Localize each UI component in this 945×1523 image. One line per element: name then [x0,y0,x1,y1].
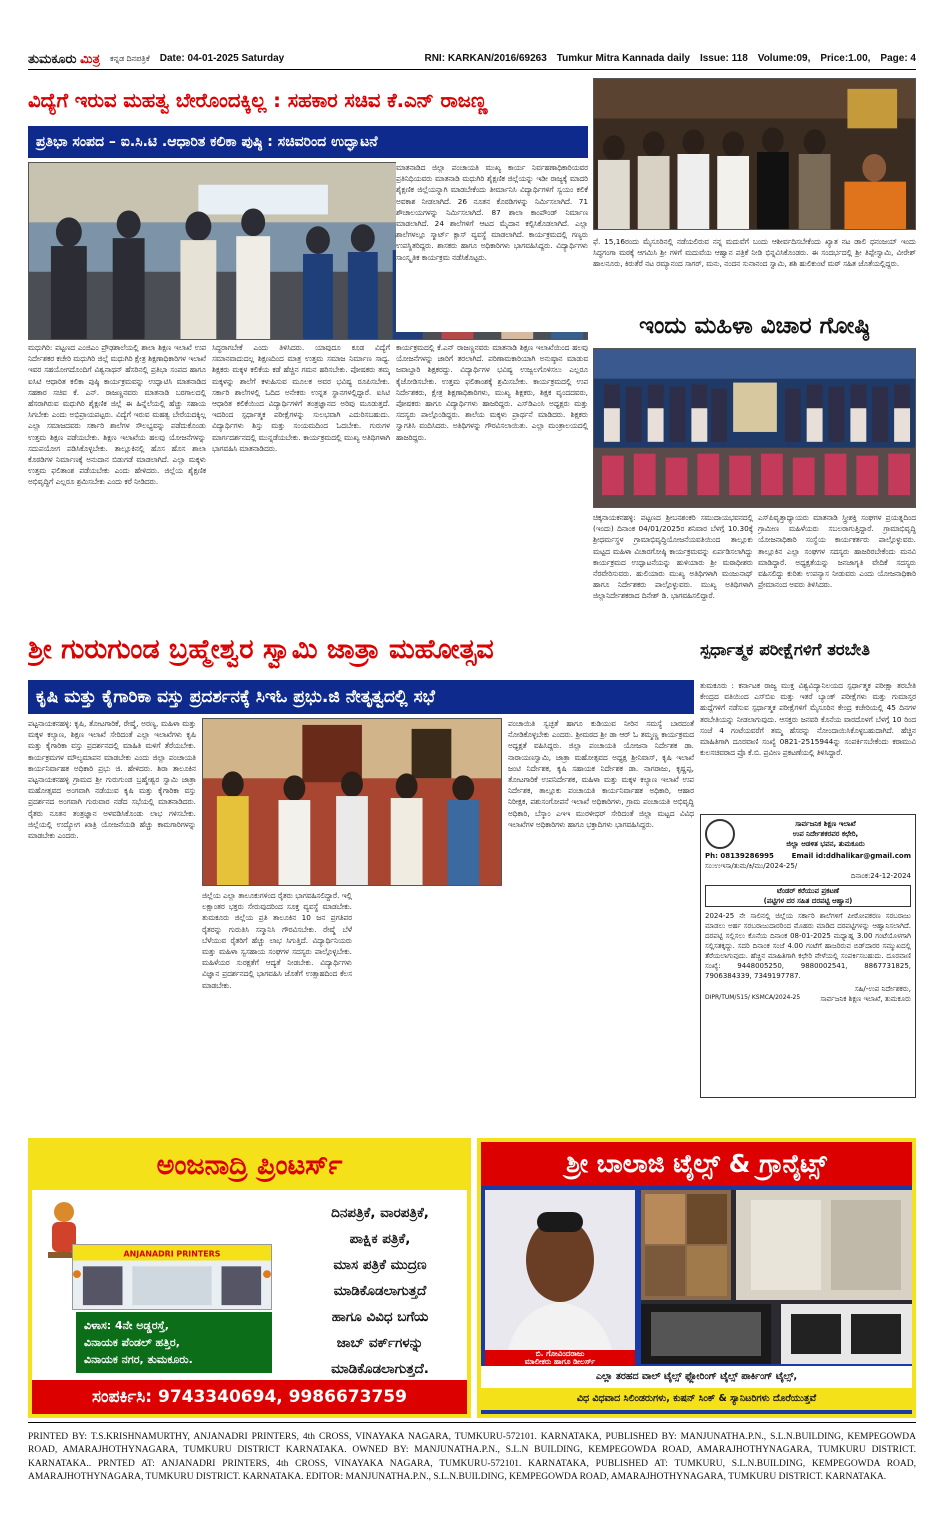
story3-photo [202,718,502,886]
story2-column-2: ಎಸ್‌ಪಿವೃತ್ತಾಧ್ಯಾಯರು ಮಾತನಾಡಿ ಸ್ತ್ರೀಶಕ್ತಿ ಸಂಘಗಳ ಪ್ರಯತ್ನದಿಂದ ಗ್ರಾಮೀಣ ಮಹಿಳೆಯರು ಸಬಲರಾಗುತ್ತಿದ್ದಾರೆ. ಗ್ರಾಮಾಭಿವೃದ್ಧಿ ಯೋಜನಾಧಿಕಾರಿ ಸಂಸ್ಥೆಯ ಕಾರ್ಯಕರ್ತರು ಪಾಲ್ಗೊಳ್ಳುವರು. ತಾಲ್ಲೂಕಿನ ಎಲ್ಲಾ ಸಂಘಗಳ ಸದಸ್ಯರು ಹಾಜರಿರಬೇಕೆಂದು ಮನವಿ ಮಾಡಿದ್ದಾರೆ. ಅಧ್ಯಕ್ಷತೆಯನ್ನು ಜನಜಾಗೃತಿ ವೇದಿಕೆ ಸದಸ್ಯರು ವಹಿಸಲಿದ್ದು ಕುರಿತು ಉಪನ್ಯಾಸ ನೀಡುವರು ಎಂದು ಯೋಜನಾಧಿಕಾರಿ ಪ್ರೇಮಾನಂದ ಅವರು ತಿಳಿಸಿದರು. [758,513,916,590]
notice-body: 2024-25 ನೇ ಸಾಲಿನಲ್ಲಿ ಜಿಲ್ಲೆಯ ಸರ್ಕಾರಿ ಶಾಲೆಗಳಿಗೆ ಪೀಠೋಪಕರಣ ಸರಬರಾಜು ಮಾಡಲು ಅರ್ಹ ಸರಬರಾಜುದಾರರಿಂದ ಮೊಹರು ಮಾಡಿದ ದರಪಟ್ಟಿಗಳನ್ನು ಆಹ್ವಾನಿಸಲಾಗಿದೆ. ದರಪಟ್ಟಿ ಸಲ್ಲಿಸಲು ಕೊನೆಯ ದಿನಾಂಕ 08-01-2025 ಮಧ್ಯಾಹ್ನ 3.00 ಗಂಟೆಯೊಳಗಾಗಿ ಸಲ್ಲಿಸತಕ್ಕದ್ದು. ಸದರಿ ದಿನಾಂಕ ಸಂಜೆ 4.00 ಗಂಟೆಗೆ ಹಾಜರಿರುವ ಬಿಡ್‌ದಾರರ ಸಮ್ಮುಖದಲ್ಲಿ ತೆರೆಯಲಾಗುವುದು. ಹೆಚ್ಚಿನ ಮಾಹಿತಿಗಾಗಿ ಕಛೇರಿ ವೇಳೆಯಲ್ಲಿ ಸಂಪರ್ಕಿಸಬಹುದು. ದೂರವಾಣಿ ಸಂಖ್ಯೆ: 9448005250, 9880002541, 8867731825, 7906384339, 7349197787. [705,912,911,980]
notice-address: ಜಿಲ್ಲಾ ಆಡಳಿತ ಭವನ, ತುಮಕೂರು [786,840,865,848]
tender-notice [700,814,916,1098]
masthead-volume: Volume:09, [757,53,811,64]
notice-title: ಟೆಂಡರ್ ಕರೆಯುವ ಪ್ರಕಟಣೆ [776,887,839,895]
ad1-line: ಪಾಕ್ಷಿಕ ಪತ್ರಿಕೆ, [349,1231,411,1247]
story3-column-3-cont [358,890,502,1098]
ad1-shop-photo [72,1244,272,1310]
story3-headline: ಶ್ರೀ ಗುರುಗುಂಡ ಬ್ರಹ್ಮೇಶ್ವರ ಸ್ವಾಮಿ ಜಾತ್ರಾ ಮಹೋತ್ಸವ [28,634,494,665]
masthead [28,48,916,70]
ad1-line: ಹಾಗೂ ವಿವಿಧ ಬಗೆಯ [331,1309,429,1325]
story1-subhead: ಪ್ರತಿಭಾ ಸಂಪದ – ಐ.ಸಿ.ಟಿ .ಆಧಾರಿತ ಕಲಿಕಾ ಪುಷ್ಠಿ : ಸಚಿವರಿಂದ ಉದ್ಘಾಟನೆ [28,126,588,158]
ad1-services [280,1200,471,1382]
story1-headline: ವಿದ್ಯೆಗೆ ಇರುವ ಮಹತ್ವ ಬೇರೊಂದಕ್ಕಿಲ್ಲ : ಸಹಕಾರ ಸಚಿವ ಕೆ.ಎನ್ ರಾಜಣ್ಣ [28,88,488,112]
notice-date: ದಿನಾಂಕ:24-12-2024 [850,872,911,880]
story1-column-1: ಮಧುಗಿರಿ: ಪಟ್ಟಣದ ಎಂಜಿಎಂ ಪ್ರೌಢಶಾಲೆಯಲ್ಲಿ ಶಾಲಾ ಶಿಕ್ಷಣ ಇಲಾಖೆ ಉಪ ನಿರ್ದೇಶಕರ ಕಚೇರಿ ಮಧುಗಿರಿ ಜಿಲ್ಲೆ ಮಧುಗಿರಿ ಕ್ಷೇತ್ರ ಶಿಕ್ಷಣಾಧಿಕಾರಿಗಳ ಇಲಾಖೆ ಇವರ ಸಹಯೋಗದೊಂದಿಗೆ ವಿಶ್ವನಾಥನ್ ಹೆಸರಿನಲ್ಲಿ ಪ್ರತಿಭಾ ಸಂಪದ ಹಾಗೂ ಐಸಿಟಿ ಆಧಾರಿತ ಕಲಿಕಾ ಪುಷ್ಠಿ ಕಾರ್ಯಕ್ರಮವನ್ನು ಉದ್ಘಾಟಿಸಿ ಮಾತನಾಡಿದ ಸಹಕಾರ ಸಚಿವ ಕೆ. ಎನ್. ರಾಜಣ್ಣನವರು ಮಾತನಾಡಿ ಬರಗಾಲದಲ್ಲಿ ಹೆಸರಾಗಿರುವ ಮಧುಗಿರಿ ಶೈಕ್ಷಣಿಕ ಜಿಲ್ಲೆ ಈ ಹಿನ್ನೆಲೆಯಲ್ಲಿ ಹೆಚ್ಚು ಸಹಾಯ ಸಿಗಬೇಕು ಎಂದು ಅಭಿಪ್ರಾಯಪಟ್ಟರು. ವಿದ್ಯೆಗೆ ಇರುವ ಮಹತ್ವ ಬೇರೆಯದಕ್ಕಿಲ್ಲ ಎಲ್ಲಾ ಸಮಾಜದವರು ಸರ್ಕಾರಿ ಶಾಲೆಗಳ ಸೌಲಭ್ಯವನ್ನು ಪಡೆದುಕೊಂಡು ಉತ್ತಮ ಶಿಕ್ಷಣ ಪಡೆಯಬೇಕು. ಶಿಕ್ಷಣ ಇಲಾಖೆಯ ಹಲವು ಯೋಜನೆಗಳನ್ನು ಸದುಪಯೋಗ ಪಡಿಸಿಕೊಳ್ಳಬೇಕು. ತಾಲ್ಲೂಕಿನಲ್ಲಿ ಹೊಸ ಹೊಸ ಶಾಲಾ ಕೊಠಡಿಗಳ ನಿರ್ಮಾಣಕ್ಕೆ ಅನುದಾನ ಬಿಡುಗಡೆ ಮಾಡಲಾಗಿದೆ. ಎಲ್ಲಾ ಮಕ್ಕಳು ಉತ್ತಮ ಫಲಿತಾಂಶ ಪಡೆಯಬೇಕು ಎಂದು ಹೇಳಿದರು. ಜಿಲ್ಲೆಯ ಶೈಕ್ಷಣಿಕ ಅಭಿವೃದ್ಧಿಗೆ ಎಲ್ಲರೂ ಶ್ರಮಿಸಬೇಕು ಎಂದು ಕರೆ ನೀಡಿದರು. [28,343,206,487]
ad1-address-line: ವಿನಾಯಕ ನಗರ, ತುಮಕೂರು. [84,1353,193,1366]
ad1-line: ದಿನಪತ್ರಿಕೆ, ವಾರಪತ್ರಿಕೆ, [331,1205,429,1221]
ad2-person-label [485,1350,635,1366]
notice-sign: ಸಹಿ/-ಉಪ ನಿರ್ದೇಶಕರು, [854,985,911,993]
notice-sign2: ಸಾರ್ವಜನಿಕ ಶಿಕ್ಷಣ ಇಲಾಖೆ, ತುಮಕೂರು [820,995,911,1003]
ad2-title: ಶ್ರೀ ಬಾಲಾಜಿ ಟೈಲ್ಸ್ & ಗ್ರಾನೈಟ್ಸ್ [481,1142,912,1186]
notice-office: ಉಪ ನಿರ್ದೇಶಕರವರ ಕಛೇರಿ, [792,830,859,838]
notice-ref: ಸಂ:ಉಇಸಾ/ತುಮ/ಕಿ/ಮು/2024-25/ [705,862,798,870]
story1-column-3: ಮಾತನಾಡಿದ ಜಿಲ್ಲಾ ಪಂಚಾಯತಿ ಮುಖ್ಯ ಕಾರ್ಯ ನಿರ್ವಹಣಾಧಿಕಾರಿಯವರ ಪ್ರತಿನಿಧಿಯವರು ಮಾತನಾಡಿ ಮಧುಗಿರಿ ಶೈಕ್ಷಣಿಕ ಜಿಲ್ಲೆಯನ್ನು ಇಡೀ ರಾಜ್ಯಕ್ಕೆ ಮಾದರಿ ಶೈಕ್ಷಣಿಕ ಜಿಲ್ಲೆಯನ್ನಾಗಿ ಮಾಡಬೇಕೆಂದು ತೀರ್ಮಾನಿಸಿ ವಿದ್ಯಾರ್ಥಿಗಳಿಗೆ ಸ್ವಯಂ ಕಲಿಕೆ ಅವಕಾಶ ನೀಡಲಾಗಿದೆ. 26 ನೂತನ ಕೊಠಡಿಗಳನ್ನು ನಿರ್ಮಿಸಲಾಗಿದೆ. 71 ಶೌಚಾಲಯಗಳನ್ನು ನಿರ್ಮಿಸಲಾಗಿದೆ. 87 ಶಾಲಾ ಕಾಂಪೌಂಡ್ ನಿರ್ಮಾಣ ಮಾಡಲಾಗಿದೆ. 24 ಶಾಲೆಗಳಿಗೆ ಆಟದ ಮೈದಾನ ಕಲ್ಪಿಸಿಕೊಡಲಾಗಿದೆ. ಎಲ್ಲಾ ಶಾಲೆಗಳಲ್ಲೂ ಸ್ಮಾರ್ಟ್ ಕ್ಲಾಸ್ ವ್ಯವಸ್ಥೆ ಮಾಡಲಾಗಿದೆ. ಕಾರ್ಯಕ್ರಮದಲ್ಲಿ ಗಣ್ಯರು ಉಪಸ್ಥಿತರಿದ್ದರು. ಶಾಸಕರು ಹಾಗೂ ಅಧಿಕಾರಿಗಳು ಭಾಗವಹಿಸಿದ್ದರು. ವಿದ್ಯಾರ್ಥಿಗಳು ಸಾಂಸ್ಕೃತಿಕ ಕಾರ್ಯಕ್ರಮ ನಡೆಸಿಕೊಟ್ಟರು. [396,162,588,332]
ad-anjanadri-printers [28,1138,471,1418]
ad2-person-photo [485,1190,635,1362]
notice-dept: ಸಾರ್ವಜನಿಕ ಶಿಕ್ಷಣ ಇಲಾಖೆ [795,820,856,828]
masthead-paper-name: Tumkur Mitra Kannada daily [556,53,690,64]
story2-photo [593,348,916,508]
emblem-icon [705,819,735,849]
ad1-shop-sign: ANJANADRI PRINTERS [123,1249,221,1259]
ad2-products-line2: ವಿಧ ವಿಧವಾದ ಸಿಲಿಂಡರುಗಳು, ಕುಷನ್ ಸಿಂಕ್ & ಸ್ಯಾನಿಟರಿಗಳು ದೊರೆಯುತ್ತವೆ [481,1388,912,1410]
ad1-line: ಮಾಡಿಕೊಡಲಾಗುತ್ತದೆ. [331,1361,429,1377]
notice-phone: Ph: 08139286995 [705,852,774,860]
ad2-person-role: ಮಾಲೀಕರು ಹಾಗೂ ಡೀಲರ್ಸ್ [524,1357,596,1366]
ad1-address-line: ವಿನಾಯಕ ಪೆಂಡಲ್ ಹತ್ತಿರ, [84,1336,180,1349]
masthead-issue: Issue: 118 [699,53,748,64]
ad2-tiles-photo [641,1190,912,1364]
story3-subhead: ಕೃಷಿ ಮತ್ತು ಕೈಗಾರಿಕಾ ವಸ್ತು ಪ್ರದರ್ಶನಕ್ಕೆ ಸಿಇಓ ಪ್ರಭು.ಜಿ ನೇತೃತ್ವದಲ್ಲಿ ಸಭೆ [28,680,694,714]
ad2-products-line1: ಎಲ್ಲಾ ತರಹದ ವಾಲ್ ಟೈಲ್ಸ್ ಫ್ಲೋರಿಂಗ್ ಟೈಲ್ಸ್ ಪಾರ್ಕಿಂಗ್ ಟೈಲ್ಸ್, [481,1366,912,1388]
masthead-subtitle: ಕನ್ನಡ ದಿನಪತ್ರಿಕೆ [110,53,150,63]
newspaper-logo: ತುಮಕೂರು ಮಿತ್ರ [28,50,101,66]
ad1-title: ಅಂಜನಾದ್ರಿ ಪ್ರಿಂಟರ್ಸ್ [32,1142,467,1190]
visit-photo [593,78,916,230]
story2-headline: ಇಂದು ಮಹಿಳಾ ವಿಚಾರ ಗೋಷ್ಠಿ [639,313,870,339]
notice-title-box [705,885,911,907]
notice-dipr: DIPR/TUM/515/ KSMCA/2024-25 [705,994,801,1001]
ad1-address-line: ವಿಳಾಸ: 4ನೇ ಅಡ್ಡರಸ್ತೆ, [84,1319,169,1332]
story2-column-1: ಚಿಕ್ಕನಾಯಕನಹಳ್ಳಿ: ಪಟ್ಟಣದ ಶ್ರೀಬನಶಂಕರಿ ಸಮುದಾಯಭವನದಲ್ಲಿ (ಇಂದು) ದಿನಾಂಕ 04/01/2025ರ ಶನಿವಾರ ಬೆಳಗ್ಗೆ 10.30ಕ್ಕೆ ಶ್ರೀಧರ್ಮಸ್ಥಳ ಗ್ರಾಮಾಭಿವೃದ್ಧಿಯೋಜನೆಯವತಿಯಿಂದ ತಾಲ್ಲೂಕು ಮಟ್ಟದ ಮಹಿಳಾ ವಿಚಾರಗೋಷ್ಠಿ ಕಾರ್ಯಕ್ರಮವನ್ನು ಏರ್ಪಡಿಸಲಾಗಿದ್ದು ಕಾರ್ಯಕ್ರಮದ ಉದ್ಘಾಟನೆಯನ್ನು ಹುಳಿಯಾರು ಶ್ರೀ ಮಠಾಧೀಶರು ನೆರವೇರಿಸುವರು. ಹುಲಿಯಾರು ಮುಖ್ಯ ಅತಿಥಿಗಳಾಗಿ ಮಂಜುನಾಥ್ ಹಾಗೂ ನಿರ್ದೇಶಕರು ಪಾಲ್ಗೊಳ್ಳುವರು. ಮುಖ್ಯ ಅತಿಥಿಗಳಾಗಿ ಜಿಲ್ಲಾನಿರ್ದೇಶಕರಾದ ದಿನೇಶ್ ಡಿ. ಭಾಗವಹಿಸಲಿದ್ದಾರೆ. [593,513,753,601]
story3-column-1: ಪಟ್ಟನಾಯಕನಹಳ್ಳಿ: ಕೃಷಿ, ತೋಟಗಾರಿಕೆ, ರೇಷ್ಮೆ, ಅರಣ್ಯ, ಮಹಿಳಾ ಮತ್ತು ಮಕ್ಕಳ ಕಲ್ಯಾಣ, ಶಿಕ್ಷಣ ಇಲಾಖೆ ಸೇರಿದಂತೆ ಎಲ್ಲಾ ಇಲಾಖೆಗಳು ಕೃಷಿ ಮತ್ತು ಕೈಗಾರಿಕಾ ವಸ್ತು ಪ್ರದರ್ಶನದಲ್ಲಿ ಮಾಹಿತಿ ಮಳಿಗೆ ತೆರೆಯಬೇಕು. ಕಾರ್ಯಕ್ರಮಗಳ ಮೌಲ್ಯಮಾಪನ ಮಾಡಬೇಕು ಎಂದು ಜಿಲ್ಲಾ ಪಂಚಾಯತಿ ಕಾರ್ಯನಿರ್ವಾಹಕ ಅಧಿಕಾರಿ ಪ್ರಭು ಜಿ. ಹೇಳಿದರು. ಶಿರಾ ತಾಲೂಕಿನ ಪಟ್ಟನಾಯಕನಹಳ್ಳಿ ಗ್ರಾಮದ ಶ್ರೀ ಗುರುಗುಂಡ ಬ್ರಹ್ಮೇಶ್ವರ ಸ್ವಾಮಿ ಜಾತ್ರಾ ಮಹೋತ್ಸವದ ಅಂಗವಾಗಿ ನಡೆಯುವ ಕೃಷಿ ಮತ್ತು ಕೈಗಾರಿಕಾ ವಸ್ತು ಪ್ರದರ್ಶನದ ಅಂಗವಾಗಿ ಗುರುವಾರ ನಡೆದ ಸಭೆಯಲ್ಲಿ ಮಾತನಾಡಿದರು. ರೈತರು ನೂತನ ತಂತ್ರಜ್ಞಾನ ಅಳವಡಿಸಿಕೊಂಡು ಲಾಭ ಗಳಿಸಬೇಕು. ಜಿಲ್ಲೆಯಲ್ಲಿ ಉದ್ಯೋಗ ಖಾತ್ರಿ ಯೋಜನೆಯಡಿ ಹೆಚ್ಚು ಕಾಮಗಾರಿಗಳನ್ನು ಮಾಡಬೇಕು ಎಂದರು. [28,719,196,841]
story4-headline: ಸ್ಪರ್ಧಾತ್ಮಕ ಪರೀಕ್ಷೆಗಳಿಗೆ ತರಬೇತಿ [700,640,871,659]
notice-subtitle: (ಪಟ್ಟಿಗಳ ದರ ಸಹಿತ ದರಪಟ್ಟಿ ಆಹ್ವಾನ) [763,897,853,905]
story1-column-2: ಸಿದ್ಧರಾಗಬೇಕೆ ಎಂದು ತಿಳಿಸಿದರು. ಯಾವುದೂ ಕೂಡ ವಿದ್ಯೆಗೆ ಸಮಾನವಾದುದಲ್ಲ ಶಿಕ್ಷಣದಿಂದ ಮಾತ್ರ ಉತ್ತಮ ಸಮಾಜ ನಿರ್ಮಾಣ ಸಾಧ್ಯ. ಶಿಕ್ಷಕರು ಮಕ್ಕಳ ಕಲಿಕೆಯ ಕಡೆ ಹೆಚ್ಚಿನ ಗಮನ ಹರಿಸಬೇಕು. ಪೋಷಕರು ತಮ್ಮ ಮಕ್ಕಳನ್ನು ಶಾಲೆಗೆ ಕಳುಹಿಸುವ ಮೂಲಕ ಅವರ ಭವಿಷ್ಯ ರೂಪಿಸಬೇಕು. ಸರ್ಕಾರಿ ಶಾಲೆಗಳಲ್ಲಿ ಓದಿದ ಅನೇಕರು ಉನ್ನತ ಸ್ಥಾನಗಳಲ್ಲಿದ್ದಾರೆ. ಐಸಿಟಿ ಆಧಾರಿತ ಕಲಿಕೆಯಿಂದ ವಿದ್ಯಾರ್ಥಿಗಳಿಗೆ ತಂತ್ರಜ್ಞಾನದ ಅರಿವು ಮೂಡುತ್ತದೆ. ಇದರಿಂದ ಸ್ಪರ್ಧಾತ್ಮಕ ಪರೀಕ್ಷೆಗಳನ್ನು ಸುಲಭವಾಗಿ ಎದುರಿಸಬಹುದು. ವಿದ್ಯಾರ್ಥಿಗಳು ಶಿಸ್ತು ಮತ್ತು ಸಂಯಮದಿಂದ ಓದಬೇಕು. ಗುರುಗಳ ಮಾರ್ಗದರ್ಶನದಲ್ಲಿ ಮುನ್ನಡೆಯಬೇಕು. ಕಾರ್ಯಕ್ರಮದಲ್ಲಿ ಮುಖ್ಯ ಅತಿಥಿಗಳಾಗಿ ಭಾಗವಹಿಸಿ ಮಾತನಾಡಿದರು. [212,343,390,453]
story4-body: ತುಮಕೂರು : ಕರ್ನಾಟಕ ರಾಜ್ಯ ಮುಕ್ತ ವಿಶ್ವವಿದ್ಯಾನಿಲಯದ ಸ್ಪರ್ಧಾತ್ಮಕ ಪರೀಕ್ಷಾ ತರಬೇತಿ ಕೇಂದ್ರದ ವತಿಯಿಂದ ಎಸ್‌ಬಿಐ ಮತ್ತು ಇತರೆ ಬ್ಯಾಂಕ್ ಪರೀಕ್ಷೆಗಳು ಮತ್ತು ಗುಮಾಸ್ತರ ಹುದ್ದೆಗಳಿಗೆ ನಡೆಸುವ ಸ್ಪರ್ಧಾತ್ಮಕ ಪರೀಕ್ಷೆಗಳಿಗೆ ಮೈಸೂರಿನ ಕೇಂದ್ರ ಕಚೇರಿಯಲ್ಲಿ 45 ದಿನಗಳ ತರಬೇತಿಯನ್ನು ನೀಡಲಾಗುವುದು. ಆಸಕ್ತರು ಜನವರಿ ಕೊನೆಯ ವಾರದೊಳಗೆ ಬೆಳಗ್ಗೆ 10 ರಿಂದ ಸಂಜೆ 4 ಗಂಟೆಯವರೆಗೆ ತಮ್ಮ ಹೆಸರನ್ನು ನೋಂದಾಯಿಸಿಕೊಳ್ಳಬಹುದಾಗಿದೆ. ಹೆಚ್ಚಿನ ಮಾಹಿತಿಗಾಗಿ ದೂರವಾಣಿ ಸಂಖ್ಯೆ 0821-2515944ನ್ನು ಸಂಪರ್ಕಿಸಬೇಕೆಂದು ಕರಾಮುವಿ ಕುಲಸಚಿವರಾದ ಪ್ರೊ ಕೆ.ಬಿ. ಪ್ರವೀಣ ಪ್ರಕಟಣೆಯಲ್ಲಿ ತಿಳಿಸಿದ್ದಾರೆ. [700,681,916,758]
masthead-rni: RNI: KARKAN/2016/69263 [424,53,547,64]
story3-column-2: ಜಿಲ್ಲೆಯ ಎಲ್ಲಾ ತಾಲೂಕುಗಳಿಂದ ರೈತರು ಭಾಗವಹಿಸಲಿದ್ದಾರೆ. ಇಲ್ಲಿ ಲಕ್ಷಾಂತರ ಭಕ್ತರು ಸೇರುವುದರಿಂದ ಸೂಕ್ತ ವ್ಯವಸ್ಥೆ ಮಾಡಬೇಕು. ತುಮಕೂರು ಜಿಲ್ಲೆಯ ಪ್ರತಿ ತಾಲೂಕಿನ 10 ಜನ ಪ್ರಗತಿಪರ ರೈತರನ್ನು ಗುರುತಿಸಿ ಸನ್ಮಾನಿಸಿ ಗೌರವಿಸಬೇಕು. ರೇಷ್ಮೆ ಬೆಳೆ ಬೆಳೆಯುವ ರೈತರಿಗೆ ಹೆಚ್ಚು ಲಾಭ ಸಿಗುತ್ತಿದೆ. ವಿದ್ಯಾರ್ಥಿನಿಯರು ಮತ್ತು ಮಹಿಳಾ ಸ್ವಸಹಾಯ ಸಂಘಗಳ ಸದಸ್ಯರು ಪಾಲ್ಗೊಳ್ಳಬೇಕು. ಮಹಿಳೆಯರ ಸುರಕ್ಷತೆಗೆ ಆದ್ಯತೆ ನೀಡಬೇಕು. ವಿದ್ಯಾರ್ಥಿಗಳು ವಿಜ್ಞಾನ ಪ್ರದರ್ಶನದಲ್ಲಿ ಭಾಗವಹಿಸಿ ಜೊತೆಗೆ ಉತ್ಸಾಹದಿಂದ ಕೆಲಸ ಮಾಡಬೇಕು. [202,891,352,990]
ad2-phones [481,1410,912,1418]
masthead-price: Price:1.00, [820,53,871,64]
ad2-person-name: ಬಿ. ಗೋವಿಂದರಾಜು [535,1350,585,1358]
imprint-line: PRINTED BY: T.S.KRISHNAMURTHY, ANJANADRI PRINTERS, 4th CROSS, VINAYAKA NAGARA, TUMKURU-572101. KARNATAKA, PUBLISHED BY: MANJUNATHA.P.N., S.L.N.BUILDING, KEMPEGOWDA ROAD, AMARAJHOTHYNAGARA, TUMKURU DISTRICT KARNATAKA. OWNED BY: MANJUNATHA.P.N., S.L.N BUILDING, KEMPEGOWDA ROAD, AMARAJHOTHYNAGARA, TUMKURU DISTRICT. KARNATAKA.. PRNTED AT: ANJANADRI PRINTERS, 4th CROSS, VINAYAKA NAGARA, TUMKURU-572101. KARNATAKA, PUBLISHED AT: TUMKURU, S.L.N.BUILDING, KEMPEGOWDA ROAD, AMARAJHOTHYNAGARA, TUMKURU DISTRICT. KARNATAKA. EDITOR: MANJUNATHA.P.N., S.L.N.BUILDING, KEMPEGOWDA ROAD, AMARAJHOTHYNAGARA, TUMKURU DISTRICT. KARNATAKA. [28,1422,916,1485]
ad1-line: ಜಾಬ್ ವರ್ಕ್‌ಗಳನ್ನು [336,1335,424,1351]
notice-email: Email id:ddhalikar@gmail.com [791,852,911,860]
masthead-page: Page: 4 [880,53,916,64]
ad-balaji-tiles [477,1138,916,1418]
ad1-address [76,1312,272,1373]
story1-column-4: ಕಾರ್ಯಕ್ರಮದಲ್ಲಿ ಕೆ.ಎನ್ ರಾಜಣ್ಣನವರು ಮಾತನಾಡಿ ಶಿಕ್ಷಣ ಇಲಾಖೆಯಿಂದ ಹಲವು ಯೋಜನೆಗಳನ್ನು ಜಾರಿಗೆ ತರಲಾಗಿದೆ. ಪರಿಣಾಮಕಾರಿಯಾಗಿ ಅನುಷ್ಠಾನ ಮಾಡುವ ಜವಾಬ್ದಾರಿ ಶಿಕ್ಷಕರದ್ದು. ವಿದ್ಯಾರ್ಥಿಗಳ ಭವಿಷ್ಯ ಉಜ್ವಲಗೊಳಿಸಲು ಎಲ್ಲರೂ ಕೈಜೋಡಿಸಬೇಕು. ಉತ್ತಮ ಫಲಿತಾಂಶಕ್ಕೆ ಶ್ರಮಿಸಬೇಕು. ಕಾರ್ಯಕ್ರಮದಲ್ಲಿ ಉಪ ನಿರ್ದೇಶಕರು, ಕ್ಷೇತ್ರ ಶಿಕ್ಷಣಾಧಿಕಾರಿಗಳು, ಮುಖ್ಯ ಶಿಕ್ಷಕರು, ಶಿಕ್ಷಕ ವೃಂದದವರು, ಪೋಷಕರು ಹಾಗೂ ವಿದ್ಯಾರ್ಥಿಗಳು ಹಾಜರಿದ್ದರು. ಎಸ್‌ಡಿಎಂಸಿ ಅಧ್ಯಕ್ಷರು ಮತ್ತು ಸದಸ್ಯರು ಪಾಲ್ಗೊಂಡಿದ್ದರು. ಶಾಲೆಯ ಮಕ್ಕಳು ಪ್ರಾರ್ಥನೆ ಮಾಡಿದರು. ಶಿಕ್ಷಕರು ಸ್ವಾಗತಿಸಿ ವಂದಿಸಿದರು. ಅತಿಥಿಗಳನ್ನು ಗೌರವಿಸಲಾಯಿತು. ಎಲ್ಲಾ ಮಂತ್ರಾಲಯದಲ್ಲಿ ಹಾಜರಿದ್ದರು. [396,343,588,442]
ad1-line: ಮಾಡಿಕೊಡಲಾಗುತ್ತದೆ [333,1283,427,1299]
ad1-line: ಮಾಸ ಪತ್ರಿಕೆ ಮುದ್ರಣ [333,1257,427,1273]
visit-caption: ಫೆ. 15,16ರಂದು ಮೈಸೂರಿನಲ್ಲಿ ನಡೆಯಲಿರುವ ನನ್ನ ಮದುವೆಗೆ ಬಂದು ಆಶೀರ್ವದಿಸಬೇಕೆಂದು ಖ್ಯಾತ ನಟ ಡಾಲಿ ಧನಂಜಯ್ ಇಂದು ಸಿದ್ಧಗಂಗಾ ಮಠಕ್ಕೆ ಆಗಮಿಸಿ ಶ್ರೀ ಗಳಿಗೆ ಮದುವೆಯ ಆಹ್ವಾನ ಪತ್ರಿಕೆ ನೀಡಿ ಭಿನ್ನವಿಸಿಕೊಂಡರು. ಈ ಸಂದರ್ಭದಲ್ಲಿ ಶ್ರೀ ತಿಪ್ಪೇಸ್ವಾಮಿ, ವೀರೇಶ್ ಹಾಲನೂರು, ಕಿರುತೆರೆ ನಟ ರಮ್ಯಾನಂದ ಸಾಗರ್, ಮನು, ನಂದನ ಸುನಾನಂದ ಸ್ವಾಮಿ, ಶಶಿ ಹುಲಿಕುಂಟೆ ಮಠ್ ಸಹಿತ ಜೊತೆಯಲ್ಲಿದ್ದರು. [593,236,916,302]
ad1-contact: ಸಂಪರ್ಕಿಸಿ: 9743340694, 9986673759 [32,1380,467,1414]
masthead-date: Date: 04-01-2025 Saturday [159,53,285,64]
story3-column-3: ಪಂಚಾಯಿತಿ ಸ್ವಚ್ಛತೆ ಹಾಗೂ ಕುಡಿಯುವ ನೀರಿನ ಸಮಸ್ಯೆ ಬಾರದಂತೆ ನೋಡಿಕೊಳ್ಳಬೇಕು ಎಂದರು. ಶ್ರೀಮಠದ ಶ್ರೀ ಡಾ ಆರ್ ಓ ತಮ್ಮಣ್ಣ ಕಾರ್ಯಕ್ರಮದ ಅಧ್ಯಕ್ಷತೆ ವಹಿಸಿದ್ದರು. ಜಿಲ್ಲಾ ಪಂಚಾಯತಿ ಯೋಜನಾ ನಿರ್ದೇಶಕ ಡಾ. ನಾರಾಯಣಸ್ವಾಮಿ, ಜಾತ್ರಾ ಮಹೋತ್ಸವದ ಅಧ್ಯಕ್ಷ ಶ್ರೀನಿವಾಸ್, ಕೃಷಿ ಇಲಾಖೆ ಜಂಟಿ ನಿರ್ದೇಶಕ, ಕೃಷಿ ಸಹಾಯಕ ನಿರ್ದೇಶಕ ಡಾ. ನಾಗರಾಜು, ಕೃಷ್ಣಪ್ಪ, ತೋಟಗಾರಿಕೆ ಉಪನಿರ್ದೇಶಕ, ಮಹಿಳಾ ಮತ್ತು ಮಕ್ಕಳ ಕಲ್ಯಾಣ ಇಲಾಖೆ ಉಪ ನಿರ್ದೇಶಕ, ತಾಲ್ಲೂಕು ಪಂಚಾಯತಿ ಕಾರ್ಯನಿರ್ವಾಹಕ ಅಧಿಕಾರಿ, ಆಹಾರ ನಿರೀಕ್ಷಕ, ಪಶುಸಂಗೋಪನೆ ಇಲಾಖೆ ಅಧಿಕಾರಿಗಳು, ಗ್ರಾಮ ಪಂಚಾಯತಿ ಅಭಿವೃದ್ಧಿ ಅಧಿಕಾರಿ, ಬೆಸ್ಕಾಂ ಎಇಇ ಮುರಳೀಧರ್ ಸೇರಿದಂತೆ ಜಿಲ್ಲಾ ಮಟ್ಟದ ವಿವಿಧ ಇಲಾಖೆಗಳ ಅಧಿಕಾರಿಗಳು ಹಾಗೂ ಭಕ್ತಾದಿಗಳು ಭಾಗವಹಿಸಿದ್ದರು. [508,719,694,829]
